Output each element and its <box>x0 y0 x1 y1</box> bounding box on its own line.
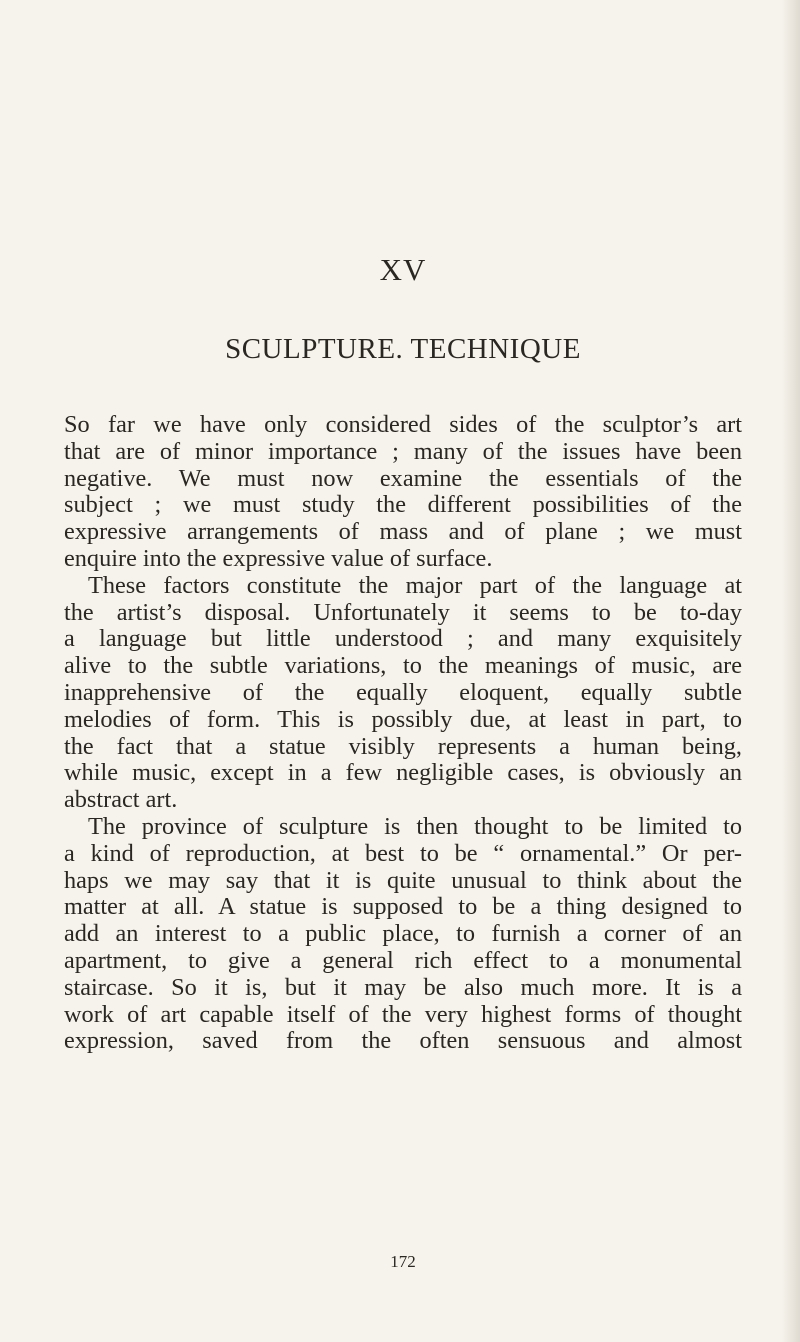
page-edge-shadow <box>782 0 800 1342</box>
text-line: melodies of form. This is possibly due, at least in part, to <box>64 705 742 733</box>
text-line: a language but little understood ; and many exquisitely <box>64 625 742 653</box>
text-line: inapprehensive of the equally eloquent, equally subtle <box>64 678 742 706</box>
text-line: matter at all. A statue is supposed to be a thing designed to <box>64 893 742 921</box>
text-line: So far we have only considered sides of the sculptor’s art <box>64 411 742 438</box>
chapter-number: XV <box>379 252 427 287</box>
text-line: abstract art. <box>64 786 178 814</box>
text-line: while music, except in a few negligible cases, is obviously an <box>64 759 742 787</box>
page-number: 172 <box>390 1252 416 1271</box>
text-line: expression, saved from the often sensuous and almost <box>64 1027 742 1055</box>
text-line: These factors constitute the major part of the language at <box>88 571 742 599</box>
text-line: haps we may say that it is quite unusual to think about the <box>64 866 742 894</box>
text-line: subject ; we must study the different possibilities of the <box>64 491 742 519</box>
text-line: staircase. So it is, but it may be also much more. It is a <box>64 973 742 1001</box>
text-line: the fact that a statue visibly represents a human being, <box>64 732 742 760</box>
text-line: apartment, to give a general rich effect to a monumental <box>64 946 742 974</box>
body-text <box>64 412 742 1055</box>
chapter-title: SCULPTURE. TECHNIQUE <box>225 333 581 365</box>
text-line: that are of minor importance ; many of the issues have been <box>64 437 742 465</box>
text-line: expressive arrangements of mass and of plane ; we must <box>64 518 742 546</box>
text-line: negative. We must now examine the essentials of the <box>64 464 742 492</box>
text-line: alive to the subtle variations, to the meanings of music, are <box>64 652 742 680</box>
text-line: work of art capable itself of the very highest forms of thought <box>64 1000 742 1028</box>
text-line: a kind of reproduction, at best to be “ ornamental.” Or per- <box>64 839 742 867</box>
text-line: the artist’s disposal. Unfortunately it seems to be to-day <box>64 598 742 626</box>
text-line: add an interest to a public place, to furnish a corner of an <box>64 920 742 948</box>
text-line: The province of sculpture is then thought to be limited to <box>88 812 742 840</box>
text-line: enquire into the expressive value of surface. <box>64 544 493 572</box>
